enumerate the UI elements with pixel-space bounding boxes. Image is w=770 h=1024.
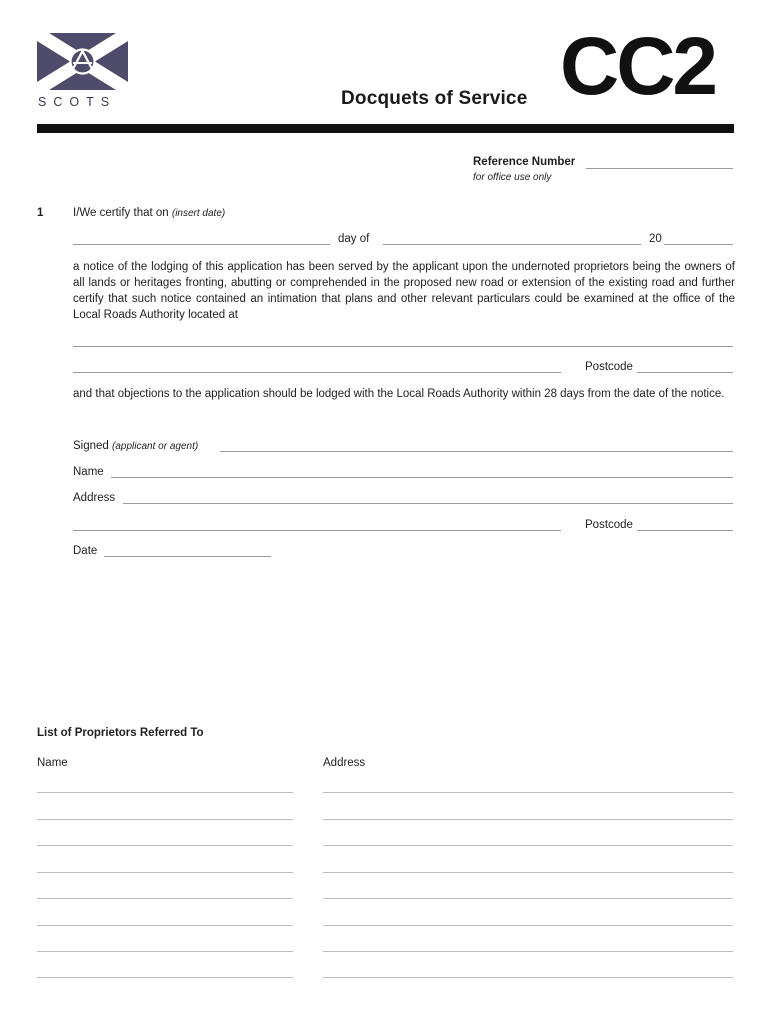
proprietor-address-field[interactable]	[323, 819, 733, 820]
proprietor-name-field[interactable]	[37, 872, 293, 873]
proprietor-name-field[interactable]	[37, 898, 293, 899]
postcode-label-2: Postcode	[585, 519, 633, 531]
objections-paragraph: and that objections to the application should be lodged with the Local Roads Authority within 28 days from the date of the notice.	[73, 388, 725, 400]
date-year-field[interactable]	[664, 244, 733, 245]
address-field-1[interactable]	[123, 503, 733, 504]
signed-hint: (applicant or agent)	[112, 441, 199, 452]
logo-wordmark: SCOTS	[38, 95, 117, 109]
proprietor-name-field[interactable]	[37, 792, 293, 793]
signature-field[interactable]	[220, 451, 733, 452]
section-number: 1	[37, 207, 44, 219]
postcode-field[interactable]	[637, 372, 733, 373]
proprietor-name-field[interactable]	[37, 925, 293, 926]
name-field[interactable]	[111, 477, 733, 478]
date-label: Date	[73, 545, 98, 557]
signed-label: Signed	[73, 440, 109, 452]
proprietor-name-field[interactable]	[37, 951, 293, 952]
reference-number-label: Reference Number	[473, 156, 576, 168]
office-location-field-1[interactable]	[73, 346, 733, 347]
proprietors-heading: List of Proprietors Referred To	[37, 727, 204, 739]
proprietor-name-field[interactable]	[37, 819, 293, 820]
office-location-field-2[interactable]	[73, 372, 561, 373]
address-label: Address	[73, 492, 116, 504]
date-month-field[interactable]	[383, 244, 641, 245]
scots-logo	[37, 33, 128, 90]
notice-paragraph: a notice of the lodging of this application has been served by the applicant upon the undernoted proprietors being the owners of all lands or heritages fronting, abutting or comprehended in the proposed new road or extension of the existing road and further certify that such notice contained an intimation that plans and other relevant particulars could be examined at the office of the Local Roads Authority located at	[73, 261, 735, 321]
form-title: Docquets of Service	[341, 88, 528, 109]
reference-note: for office use only	[473, 172, 552, 183]
proprietor-name-field[interactable]	[37, 845, 293, 846]
proprietor-address-field[interactable]	[323, 845, 733, 846]
proprietor-address-field[interactable]	[323, 898, 733, 899]
postcode-label: Postcode	[585, 361, 633, 373]
certify-text	[73, 207, 225, 219]
proprietor-address-field[interactable]	[323, 977, 733, 978]
form-code: CC2	[560, 21, 716, 112]
name-label: Name	[73, 466, 104, 478]
header-rule	[37, 124, 734, 133]
proprietor-address-field[interactable]	[323, 951, 733, 952]
year-prefix: 20	[649, 233, 662, 245]
address-field-2[interactable]	[73, 530, 561, 531]
day-of-label: day of	[338, 233, 370, 245]
date-field[interactable]	[104, 556, 271, 557]
saltire-emblem-icon	[37, 33, 128, 90]
signed-text	[73, 440, 198, 452]
date-day-field[interactable]	[73, 244, 330, 245]
proprietor-address-column: Address	[323, 757, 366, 769]
postcode-field-2[interactable]	[637, 530, 733, 531]
proprietor-name-column: Name	[37, 757, 68, 769]
proprietor-address-field[interactable]	[323, 872, 733, 873]
proprietor-address-field[interactable]	[323, 925, 733, 926]
proprietor-address-field[interactable]	[323, 792, 733, 793]
reference-number-field[interactable]	[586, 168, 733, 169]
certify-label: I/We certify that on	[73, 207, 169, 219]
insert-date-hint: (insert date)	[171, 208, 226, 219]
proprietor-name-field[interactable]	[37, 977, 293, 978]
